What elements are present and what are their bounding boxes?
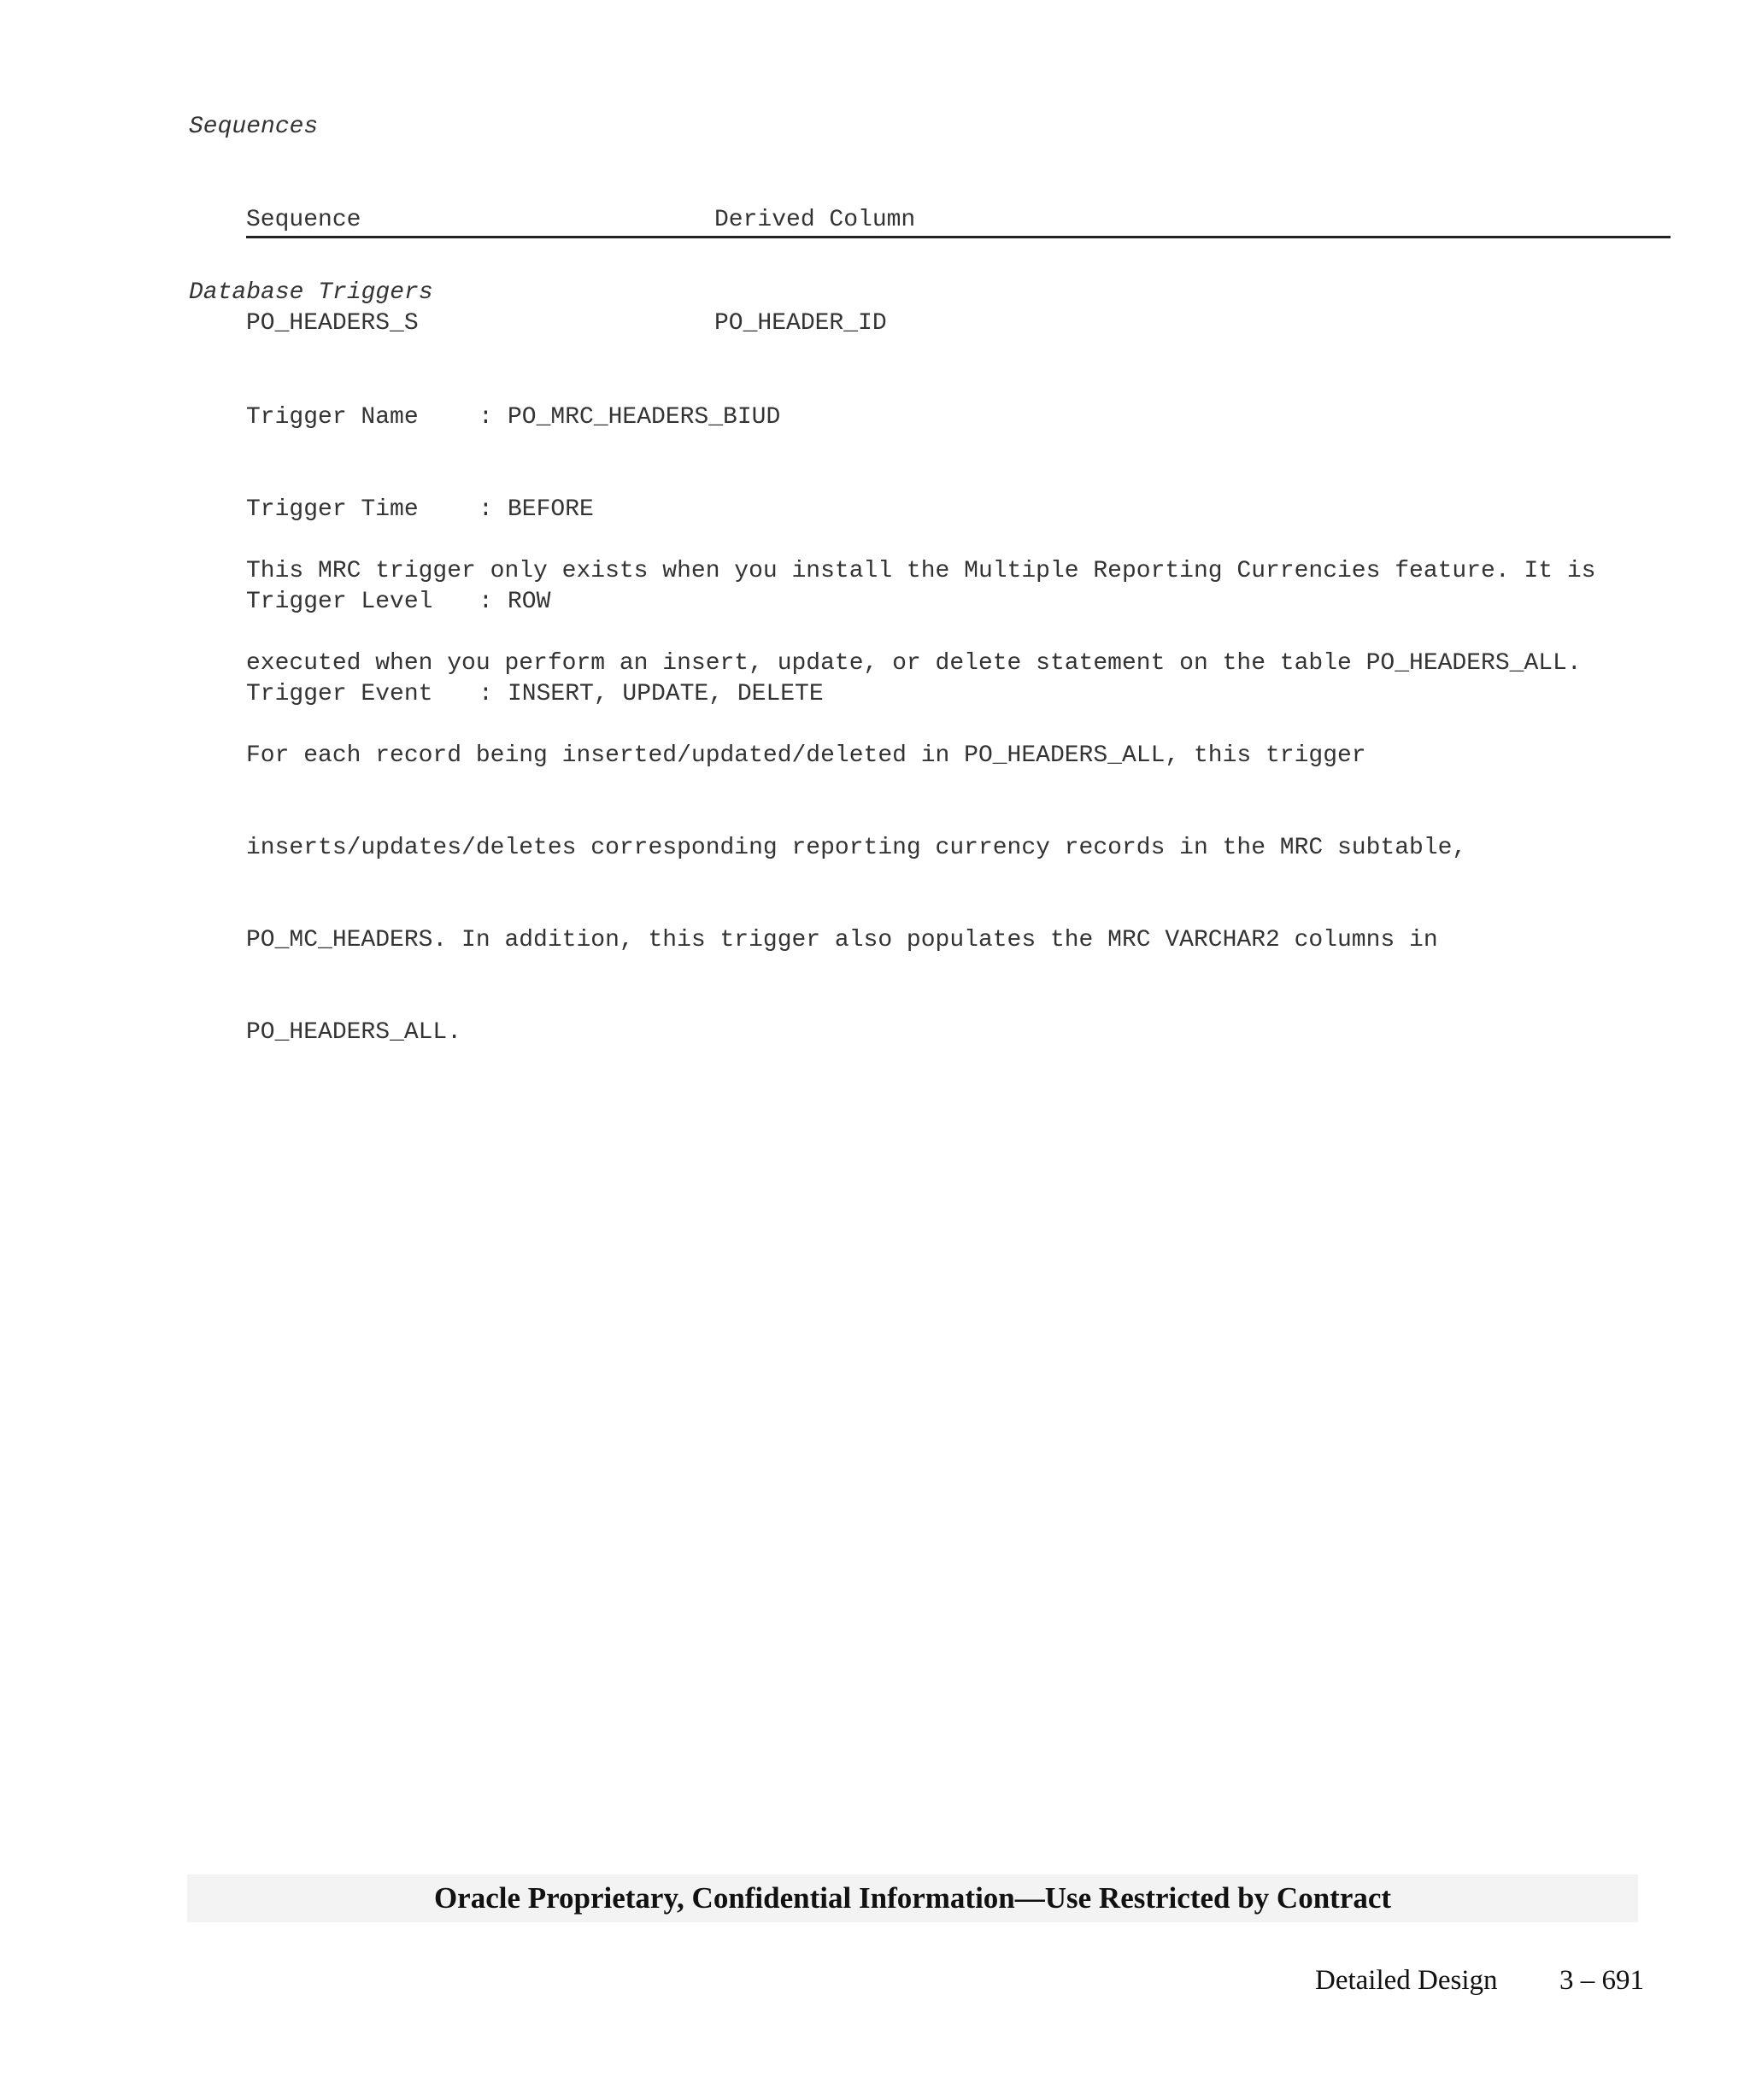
trigger-event-value: INSERT, UPDATE, DELETE <box>508 681 824 707</box>
sequences-table <box>246 144 1671 370</box>
column-header-sequence: Sequence <box>246 207 361 233</box>
database-triggers-section-title: Database Triggers <box>189 279 433 306</box>
description-line: PO_MC_HEADERS. In addition, this trigger also populates the MRC VARCHAR2 columns in <box>246 927 1438 953</box>
trigger-time-label: Trigger Time <box>246 496 419 523</box>
derived-column-cell: PO_HEADER_ID <box>714 310 887 337</box>
sequences-table-header <box>246 205 1671 238</box>
trigger-level-value: ROW <box>508 589 551 615</box>
separator: : <box>479 404 493 431</box>
description-line: For each record being inserted/updated/deleted in PO_HEADERS_ALL, this trigger <box>246 742 1366 769</box>
trigger-level-label: Trigger Level <box>246 589 433 615</box>
description-line: inserts/updates/deletes corresponding reporting currency records in the MRC subtable, <box>246 835 1467 861</box>
trigger-description <box>246 495 1595 1079</box>
description-line: executed when you perform an insert, update, or delete statement on the table PO_HEADERS_ALL. <box>246 650 1582 677</box>
sequence-cell: PO_HEADERS_S <box>246 310 419 337</box>
separator: : <box>479 496 493 523</box>
trigger-name-row <box>246 402 781 433</box>
trigger-time-value: BEFORE <box>508 496 594 523</box>
column-header-derived-column: Derived Column <box>714 207 916 233</box>
separator: : <box>479 589 493 615</box>
trigger-name-label: Trigger Name <box>246 404 419 431</box>
page-number: 3 – 691 <box>1559 1965 1644 1996</box>
sequences-section-title: Sequences <box>189 114 319 140</box>
confidentiality-banner: Oracle Proprietary, Confidential Information––Use Restricted by Contract <box>187 1874 1638 1922</box>
footer-section-name: Detailed Design <box>1315 1965 1498 1996</box>
table-row <box>246 308 1671 339</box>
description-line: PO_HEADERS_ALL. <box>246 1019 462 1046</box>
trigger-event-label: Trigger Event <box>246 681 433 707</box>
trigger-name-value: PO_MRC_HEADERS_BIUD <box>508 404 781 431</box>
separator: : <box>479 681 493 707</box>
description-line: This MRC trigger only exists when you install the Multiple Reporting Currencies feature. It is <box>246 558 1596 584</box>
